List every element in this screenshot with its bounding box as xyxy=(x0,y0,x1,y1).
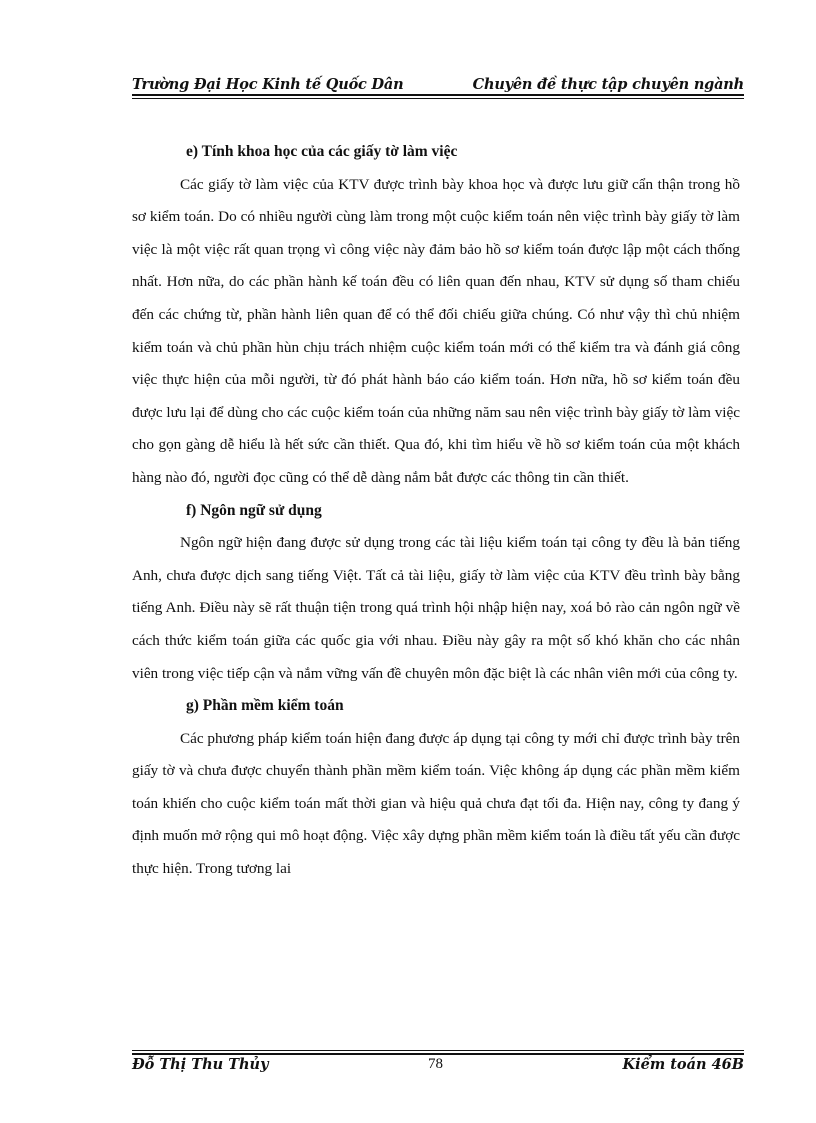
header-university: Trường Đại Học Kinh tế Quốc Dân xyxy=(132,76,404,93)
header-report-title: Chuyên đề thực tập chuyên ngành xyxy=(472,76,744,93)
footer-rule-thick xyxy=(132,1053,744,1055)
page-footer xyxy=(132,1056,744,1076)
section-heading-f: f) Ngôn ngữ sử dụng xyxy=(186,501,322,519)
footer-author: Đỗ Thị Thu Thủy xyxy=(132,1056,269,1073)
section-paragraph-e: Các giấy tờ làm việc của KTV được trình bày khoa học và được lưu giữ cẩn thận trong hồ sơ kiểm toán. Do có nhiều người cùng làm trong một cuộc kiểm toán nên việc trình bày giấy tờ làm việc là một việc rất quan trọng vì công việc này đảm bảo hồ sơ kiểm toán được lập một cách thống nhất. Hơn nữa, do các phần hành kế toán đều có liên quan đến nhau, KTV sử dụng số tham chiếu đến các chứng từ, phần hành liên quan để có thể đối chiếu giữa chúng. Có như vậy thì chủ nhiệm kiểm toán và chủ phần hùn chịu trách nhiệm cuộc kiểm toán mới có thể kiểm tra và đánh giá công việc thực hiện của mỗi người, từ đó phát hành báo cáo kiểm toán. Hơn nữa, hồ sơ kiểm toán đều được lưu lại để dùng cho các cuộc kiểm toán của những năm sau nên việc trình bày giấy tờ làm việc cho gọn gàng dễ hiểu là hết sức cần thiết. Qua đó, khi tìm hiểu về hồ sơ kiểm toán của một khách hàng nào đó, người đọc cũng có thể dễ dàng nắm bắt được các thông tin cần thiết. xyxy=(132,175,740,486)
section-paragraph-f: Ngôn ngữ hiện đang được sử dụng trong các tài liệu kiểm toán tại công ty đều là bản tiếng Anh, chưa được dịch sang tiếng Việt. Tất cả tài liệu, giấy tờ làm việc của KTV đều trình bày bằng tiếng Anh. Điều này sẽ rất thuận tiện trong quá trình hội nhập hiện nay, xoá bỏ rào cản ngôn ngữ về cách thức kiểm toán giữa các quốc gia với nhau. Điều này gây ra một số khó khăn cho các nhân viên trong việc tiếp cận và nắm vững vấn đề chuyên môn đặc biệt là các nhân viên mới của công ty. xyxy=(132,534,740,682)
page-header xyxy=(132,76,744,96)
header-rule-thick xyxy=(132,94,744,96)
page-number: 78 xyxy=(428,1056,443,1072)
footer-class: Kiểm toán 46B xyxy=(622,1056,744,1073)
header-rule-thin xyxy=(132,98,744,99)
section-heading-g: g) Phần mềm kiểm toán xyxy=(186,697,344,715)
section-heading-e: e) Tính khoa học của các giấy tờ làm việc xyxy=(186,143,458,160)
document-body xyxy=(132,136,740,886)
footer-rule-thin xyxy=(132,1050,744,1051)
section-paragraph-g: Các phương pháp kiểm toán hiện đang được áp dụng tại công ty mới chỉ được trình bày trên giấy tờ và chưa được chuyển thành phần mềm kiểm toán. Việc không áp dụng các phần mềm kiểm toán khiến cho cuộc kiểm toán mất thời gian và hiệu quả chưa đạt tối đa. Hiện nay, công ty đang ý định muốn mở rộng qui mô hoạt động. Việc xây dựng phần mềm kiểm toán là điều tất yếu cần được thực hiện. Trong tương lai xyxy=(132,729,740,878)
